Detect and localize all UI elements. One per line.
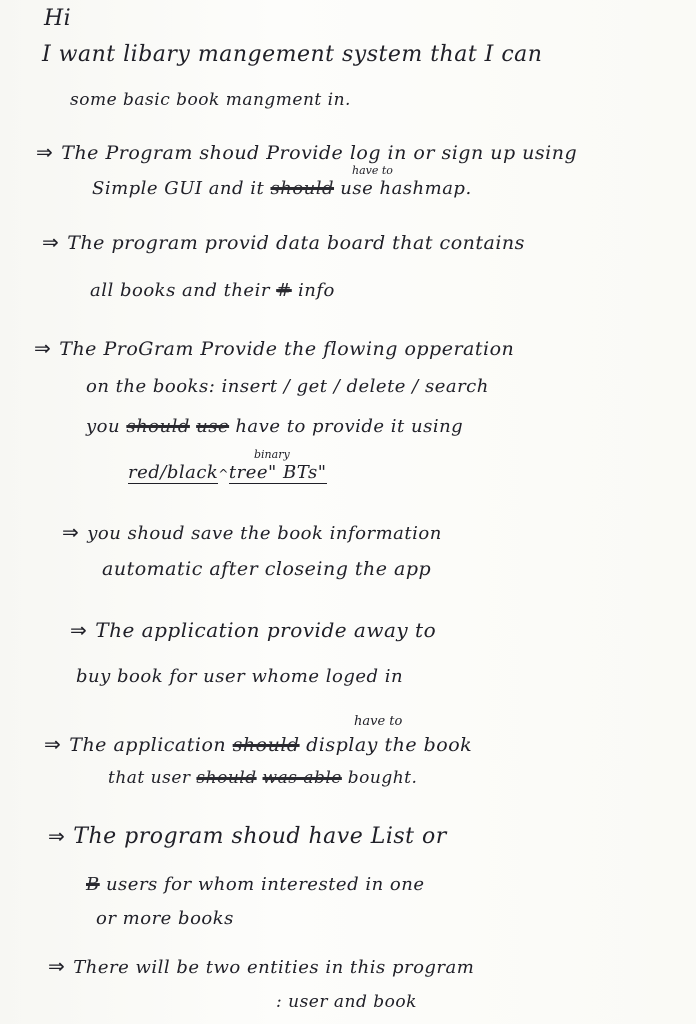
arrow-icon: ⇒: [62, 520, 80, 544]
requirement-6-line-1: ⇒ The application should display the book: [44, 732, 473, 756]
intro-line-2: some basic book mangment in.: [70, 90, 351, 110]
arrow-icon: ⇒: [44, 732, 62, 756]
arrow-icon: ⇒: [70, 618, 88, 642]
arrow-icon: ⇒: [48, 954, 66, 978]
requirement-3-line-2: on the books: insert / get / delete / search: [86, 376, 489, 397]
struck-word: should: [196, 768, 257, 788]
requirement-3-line-3: you should use have to provide it using: [86, 416, 464, 437]
requirement-4-line-2: automatic after closeing the app: [102, 558, 432, 580]
arrow-icon: ⇒: [42, 230, 60, 254]
arrow-icon: ⇒: [48, 824, 66, 848]
requirement-5-line-1: ⇒ The application provide away to: [70, 618, 437, 642]
requirement-2-line-2: all books and their # info: [90, 280, 335, 301]
struck-word: use: [196, 416, 230, 437]
insertion-text: have to: [354, 714, 403, 729]
requirement-8-line-2: : user and book: [276, 992, 417, 1012]
arrow-icon: ⇒: [34, 336, 52, 360]
insertion-text: have to: [352, 164, 393, 177]
requirement-1-line-2: Simple GUI and it should use hashmap.: [92, 178, 472, 199]
requirement-1-line-1: ⇒ The Program shoud Provide log in or sign up using: [36, 140, 578, 164]
arrow-icon: ⇒: [36, 140, 54, 164]
requirement-7-line-2: B users for whom interested in one: [86, 874, 425, 895]
struck-word: #: [276, 280, 292, 301]
requirement-2-line-1: ⇒ The program provid data board that contains: [42, 230, 525, 254]
caret-icon: ^: [218, 467, 229, 481]
struck-word: should: [270, 178, 335, 199]
requirement-8-line-1: ⇒ There will be two entities in this program: [48, 954, 475, 978]
struck-word: should: [232, 734, 300, 756]
intro-line-1: I want libary mangement system that I can: [42, 42, 543, 67]
insertion-text: binary: [254, 448, 290, 461]
requirement-4-line-1: ⇒ you shoud save the book information: [62, 520, 442, 544]
struck-word: was able: [262, 768, 342, 788]
greeting: Hi: [44, 6, 72, 31]
requirement-7-line-1: ⇒ The program shoud have List or: [48, 824, 447, 849]
requirement-6-line-2: that user should was able bought.: [108, 768, 418, 788]
requirement-7-line-3: or more books: [96, 908, 234, 929]
requirement-3-line-1: ⇒ The ProGram Provide the flowing opperation: [34, 336, 515, 360]
requirement-3-line-4: red/black^tree" BTs": [128, 462, 327, 483]
requirement-5-line-2: buy book for user whome loged in: [76, 666, 404, 687]
struck-word: should: [126, 416, 190, 437]
struck-word: B: [86, 874, 100, 895]
